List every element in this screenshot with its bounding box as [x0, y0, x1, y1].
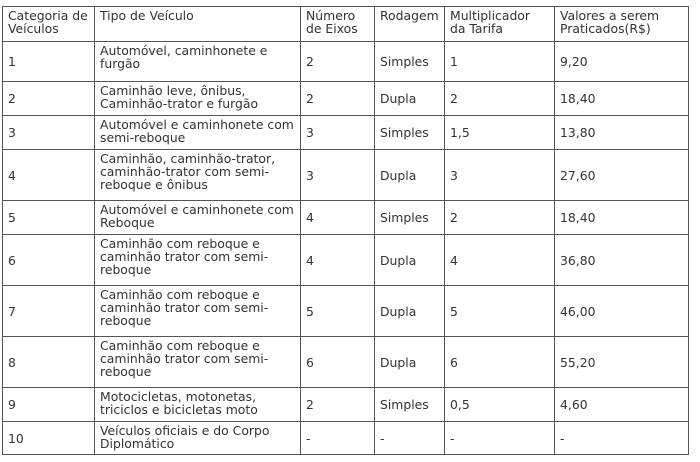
vehicle-type-cell: Veículos oficiais e do Corpo Diplomático [95, 422, 301, 455]
table-row [3, 235, 689, 286]
table-row [3, 116, 689, 150]
table-row [3, 388, 689, 422]
vehicle-type-cell: Automóvel e caminhonete com Reboque [95, 201, 301, 235]
header-cell-wheels: Rodagem [375, 7, 445, 42]
header-cell-values: Valores a serem Praticados(R$) [555, 7, 689, 42]
multiplier-cell: 1 [445, 42, 555, 82]
vehicle-type-cell: Caminhão, caminhão-trator, caminhão-trator com semi-reboque e ônibus [95, 150, 301, 201]
category-cell: 1 [3, 42, 95, 82]
wheels-cell: - [375, 422, 445, 455]
multiplier-cell: - [445, 422, 555, 455]
category-cell: 5 [3, 201, 95, 235]
header-cell-multiplier: Multiplicador da Tarifa [445, 7, 555, 42]
category-cell: 10 [3, 422, 95, 455]
axles-cell: 4 [301, 235, 375, 286]
table-row [3, 42, 689, 82]
header-cell-category: Categoria de Veículos [3, 7, 95, 42]
value-cell: 18,40 [555, 201, 689, 235]
axles-cell: - [301, 422, 375, 455]
multiplier-cell: 0,5 [445, 388, 555, 422]
multiplier-cell: 4 [445, 235, 555, 286]
wheels-cell: Dupla [375, 286, 445, 337]
multiplier-cell: 5 [445, 286, 555, 337]
wheels-cell: Simples [375, 388, 445, 422]
multiplier-cell: 2 [445, 201, 555, 235]
value-cell: 55,20 [555, 337, 689, 388]
multiplier-cell: 3 [445, 150, 555, 201]
category-cell: 6 [3, 235, 95, 286]
vehicle-type-cell: Caminhão com reboque e caminhão trator com semi-reboque [95, 337, 301, 388]
category-cell: 4 [3, 150, 95, 201]
toll-rates-table [2, 6, 689, 455]
wheels-cell: Dupla [375, 150, 445, 201]
vehicle-type-cell: Caminhão com reboque e caminhão trator com semi-reboque [95, 286, 301, 337]
axles-cell: 3 [301, 116, 375, 150]
value-cell: 36,80 [555, 235, 689, 286]
category-cell: 2 [3, 82, 95, 116]
multiplier-cell: 2 [445, 82, 555, 116]
axles-cell: 2 [301, 82, 375, 116]
axles-cell: 4 [301, 201, 375, 235]
category-cell: 3 [3, 116, 95, 150]
wheels-cell: Simples [375, 201, 445, 235]
value-cell: 4,60 [555, 388, 689, 422]
value-cell: 46,00 [555, 286, 689, 337]
header-cell-axles: Número de Eixos [301, 7, 375, 42]
table-row [3, 150, 689, 201]
value-cell: 13,80 [555, 116, 689, 150]
wheels-cell: Simples [375, 42, 445, 82]
value-cell: 18,40 [555, 82, 689, 116]
vehicle-type-cell: Caminhão com reboque e caminhão trator com semi-reboque [95, 235, 301, 286]
table-body [3, 42, 689, 455]
vehicle-type-cell: Automóvel, caminhonete e furgão [95, 42, 301, 82]
header-row [3, 7, 689, 42]
vehicle-type-cell: Automóvel e caminhonete com semi-reboque [95, 116, 301, 150]
vehicle-type-cell: Motocicletas, motonetas, triciclos e bicicletas moto [95, 388, 301, 422]
table-row [3, 422, 689, 455]
axles-cell: 2 [301, 388, 375, 422]
value-cell: - [555, 422, 689, 455]
table-row [3, 286, 689, 337]
wheels-cell: Dupla [375, 235, 445, 286]
category-cell: 7 [3, 286, 95, 337]
wheels-cell: Simples [375, 116, 445, 150]
value-cell: 9,20 [555, 42, 689, 82]
axles-cell: 3 [301, 150, 375, 201]
table-row [3, 337, 689, 388]
value-cell: 27,60 [555, 150, 689, 201]
category-cell: 8 [3, 337, 95, 388]
vehicle-type-cell: Caminhão leve, ônibus, Caminhão-trator e furgão [95, 82, 301, 116]
axles-cell: 5 [301, 286, 375, 337]
table-row [3, 201, 689, 235]
axles-cell: 6 [301, 337, 375, 388]
header-cell-vehicle-type: Tipo de Veículo [95, 7, 301, 42]
multiplier-cell: 1,5 [445, 116, 555, 150]
axles-cell: 2 [301, 42, 375, 82]
category-cell: 9 [3, 388, 95, 422]
table-row [3, 82, 689, 116]
wheels-cell: Dupla [375, 82, 445, 116]
wheels-cell: Dupla [375, 337, 445, 388]
multiplier-cell: 6 [445, 337, 555, 388]
